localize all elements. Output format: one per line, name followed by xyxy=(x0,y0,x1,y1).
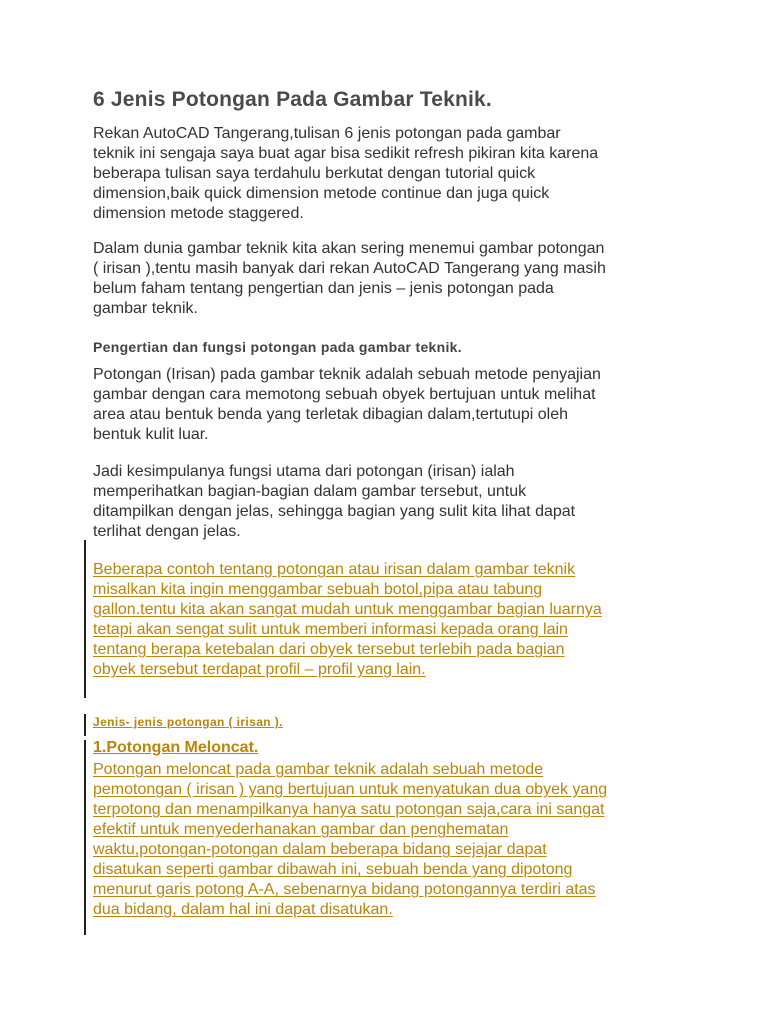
linked-paragraph[interactable] xyxy=(93,560,693,680)
paragraph-3 xyxy=(93,365,693,445)
link-line[interactable]: misalkan kita ingin menggambar sebuah botol,pipa atau tabung xyxy=(93,581,543,598)
link-line[interactable]: terpotong dan menampilkanya hanya satu potongan saja,cara ini sangat xyxy=(93,801,605,818)
text-line: ( irisan ),tentu masih banyak dari rekan AutoCAD Tangerang yang masih xyxy=(93,260,606,277)
text-line: belum faham tentang pengertian dan jenis – jenis potongan pada xyxy=(93,280,554,297)
revision-bar xyxy=(84,540,86,698)
text-line: memperihatkan bagian-bagian dalam gambar tersebut, untuk xyxy=(93,483,527,500)
section-1-paragraph[interactable] xyxy=(93,760,693,920)
subheading-jenis-link[interactable]: Jenis- jenis potongan ( irisan ). xyxy=(93,715,283,729)
text-line: Dalam dunia gambar teknik kita akan sering menemui gambar potongan xyxy=(93,240,605,257)
intro-paragraph xyxy=(93,124,693,224)
link-line[interactable]: efektif untuk menyederhanakan gambar dan penghematan xyxy=(93,821,509,838)
text-line: terlihat dengan jelas. xyxy=(93,523,241,540)
paragraph-2 xyxy=(93,239,693,319)
link-line[interactable]: disatukan seperti gambar dibawah ini, sebuah benda yang dipotong xyxy=(93,861,573,878)
text-line: dimension metode staggered. xyxy=(93,205,304,222)
page-title: 6 Jenis Potongan Pada Gambar Teknik. xyxy=(93,88,492,111)
section-1-heading[interactable]: 1.Potongan Meloncat. xyxy=(93,739,259,756)
text-line: Potongan (Irisan) pada gambar teknik adalah sebuah metode penyajian xyxy=(93,366,601,383)
text-line: gambar dengan cara memotong sebuah obyek bertujuan untuk melihat xyxy=(93,386,596,403)
link-line[interactable]: tetapi akan sengat sulit untuk memberi informasi kepada orang lain xyxy=(93,621,568,638)
text-line: bentuk kulit luar. xyxy=(93,426,209,443)
link-line[interactable]: dua bidang, dalam hal ini dapat disatukan. xyxy=(93,901,393,918)
link-line[interactable]: gallon.tentu kita akan sangat mudah untuk menggambar bagian luarnya xyxy=(93,601,602,618)
text-line: area atau bentuk benda yang terletak dibagian dalam,tertutupi oleh xyxy=(93,406,569,423)
text-line: beberapa tulisan saya terdahulu berkutat dengan tutorial quick xyxy=(93,165,536,182)
link-line[interactable]: obyek tersebut terdapat profil – profil yang lain. xyxy=(93,661,426,678)
revision-bar xyxy=(84,714,86,736)
link-line[interactable]: tentang berapa ketebalan dari obyek tersebut terlebih pada bagian xyxy=(93,641,565,658)
link-line[interactable]: pemotongan ( irisan ) yang bertujuan untuk menyatukan dua obyek yang xyxy=(93,781,608,798)
text-line: ditampilkan dengan jelas, sehingga bagian yang sulit kita lihat dapat xyxy=(93,503,576,520)
text-line: gambar teknik. xyxy=(93,300,198,317)
text-line: Jadi kesimpulanya fungsi utama dari potongan (irisan) ialah xyxy=(93,463,515,480)
link-line[interactable]: Potongan meloncat pada gambar teknik adalah sebuah metode xyxy=(93,761,544,778)
text-line: dimension,baik quick dimension metode continue dan juga quick xyxy=(93,185,550,202)
paragraph-4 xyxy=(93,462,693,542)
text-line: teknik ini sengaja saya buat agar bisa sedikit refresh pikiran kita karena xyxy=(93,145,599,162)
revision-bar xyxy=(84,740,86,935)
link-line[interactable]: Beberapa contoh tentang potongan atau irisan dalam gambar teknik xyxy=(93,561,576,578)
link-line[interactable]: waktu,potongan-potongan dalam beberapa bidang sejajar dapat xyxy=(93,841,547,858)
text-line: Rekan AutoCAD Tangerang,tulisan 6 jenis potongan pada gambar xyxy=(93,125,561,142)
subheading-pengertian: Pengertian dan fungsi potongan pada gambar teknik. xyxy=(93,339,462,355)
link-line[interactable]: menurut garis potong A-A, sebenarnya bidang potongannya terdiri atas xyxy=(93,881,596,898)
